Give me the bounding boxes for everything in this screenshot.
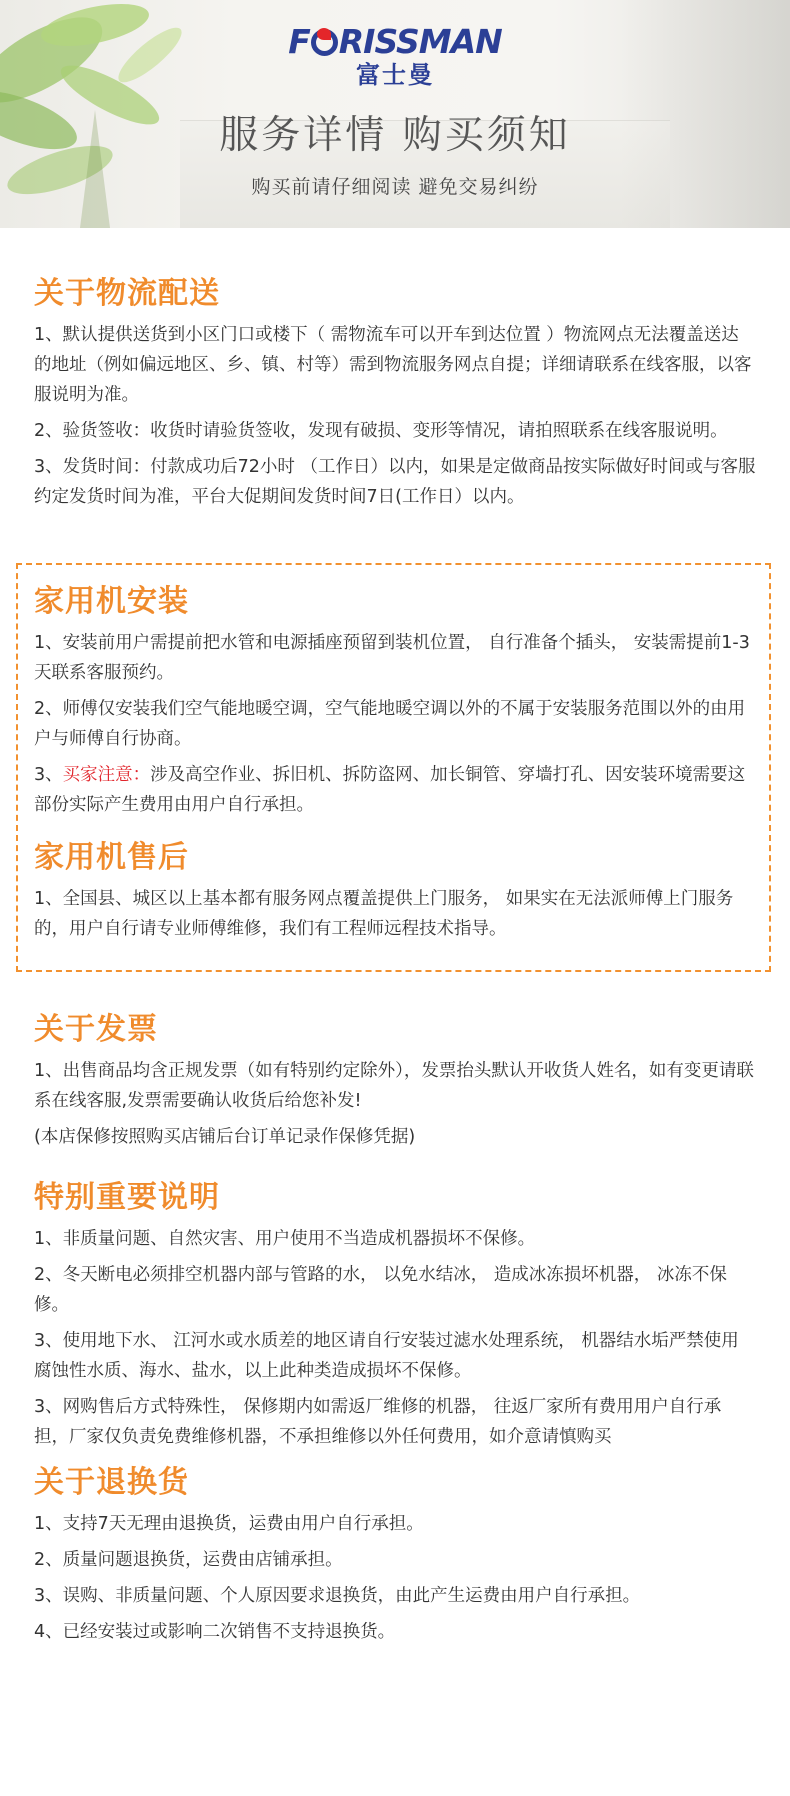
important-item: 3、使用地下水、 江河水或水质差的地区请自行安装过滤水处理系统， 机器结水垢严禁使用腐蚀性水质、海水、盐水，以上此种类造成损坏不保修。	[34, 1331, 739, 1381]
return-item: 1、支持7天无理由退换货，运费由用户自行承担。	[34, 1514, 424, 1534]
brand-logo	[0, 24, 790, 88]
important-heading: 特别重要说明	[34, 1180, 220, 1215]
aftersale-heading: 家用机售后	[34, 840, 189, 875]
important-section	[34, 1178, 756, 1452]
logistics-item: 1、默认提供送货到小区门口或楼下（ 需物流车可以开车到达位置 ）物流网点无法覆盖送达的地址（例如偏远地区、乡、镇、村等）需到物流服务网点自提；详细请联系在线客服，以客服说明为准。	[34, 325, 752, 405]
return-item: 4、已经安装过或影响二次销售不支持退换货。	[34, 1622, 396, 1642]
invoice-heading: 关于发票	[34, 1012, 158, 1047]
install-section	[34, 582, 756, 820]
page-title: 服务详情 购买须知	[219, 113, 571, 158]
logistics-item: 3、发货时间：付款成功后72小时 （工作日）以内，如果是定做商品按实际做好时间或与客服约定发货时间为准，平台大促期间发货时间7日(工作日）以内。	[34, 457, 756, 507]
important-item: 3、网购售后方式特殊性， 保修期内如需返厂维修的机器， 往返厂家所有费用用户自行承担，厂家仅负责免费维修机器，不承担维修以外任何费用，如介意请慎购买	[34, 1397, 722, 1447]
return-section	[34, 1463, 756, 1647]
logistics-section	[34, 274, 756, 512]
invoice-section	[34, 1010, 756, 1152]
aftersale-section	[34, 838, 756, 944]
return-heading: 关于退换货	[34, 1465, 189, 1500]
install-heading: 家用机安装	[34, 584, 189, 619]
logo-o-mark-icon	[311, 29, 338, 56]
brand-logo-english: F RISSMAN	[288, 22, 502, 61]
install-item-notice: 3、买家注意：涉及高空作业、拆旧机、拆防盗网、加长铜管、穿墙打孔、因安装环境需要这部份实际产生费用由用户自行承担。	[34, 765, 746, 815]
install-item: 2、师傅仅安装我们空气能地暖空调，空气能地暖空调以外的不属于安装服务范围以外的由用户与师傅自行协商。	[34, 699, 746, 749]
important-item: 1、非质量问题、自然灾害、用户使用不当造成机器损坏不保修。	[34, 1229, 536, 1249]
return-item: 3、误购、非质量问题、个人原因要求退换货，由此产生运费由用户自行承担。	[34, 1586, 641, 1606]
invoice-item: 1、出售商品均含正规发票（如有特别约定除外），发票抬头默认开收货人姓名，如有变更请联系在线客服,发票需要确认收货后给您补发!	[34, 1061, 754, 1111]
buyer-notice-label: 买家注意：	[62, 765, 151, 785]
page-subtitle: 购买前请仔细阅读 避免交易纠纷	[251, 176, 539, 198]
return-item: 2、质量问题退换货，运费由店铺承担。	[34, 1550, 343, 1570]
invoice-note: (本店保修按照购买店铺后台订单记录作保修凭据)	[34, 1127, 416, 1147]
logistics-heading: 关于物流配送	[34, 276, 220, 311]
logistics-item: 2、验货签收：收货时请验货签收，发现有破损、变形等情况，请拍照联系在线客服说明。	[34, 421, 728, 441]
aftersale-item: 1、全国县、城区以上基本都有服务网点覆盖提供上门服务， 如果实在无法派师傅上门服务的，用户自行请专业师傅维修，我们有工程师远程技术指导。	[34, 889, 734, 939]
header-banner	[0, 0, 790, 228]
important-item: 2、冬天断电必须排空机器内部与管路的水， 以免水结冰， 造成冰冻损坏机器， 冰冻不保修。	[34, 1265, 727, 1315]
brand-logo-chinese: 富士曼	[356, 61, 434, 89]
install-item: 1、安装前用户需提前把水管和电源插座预留到装机位置， 自行准备个插头， 安装需提前1-3天联系客服预约。	[34, 633, 750, 683]
